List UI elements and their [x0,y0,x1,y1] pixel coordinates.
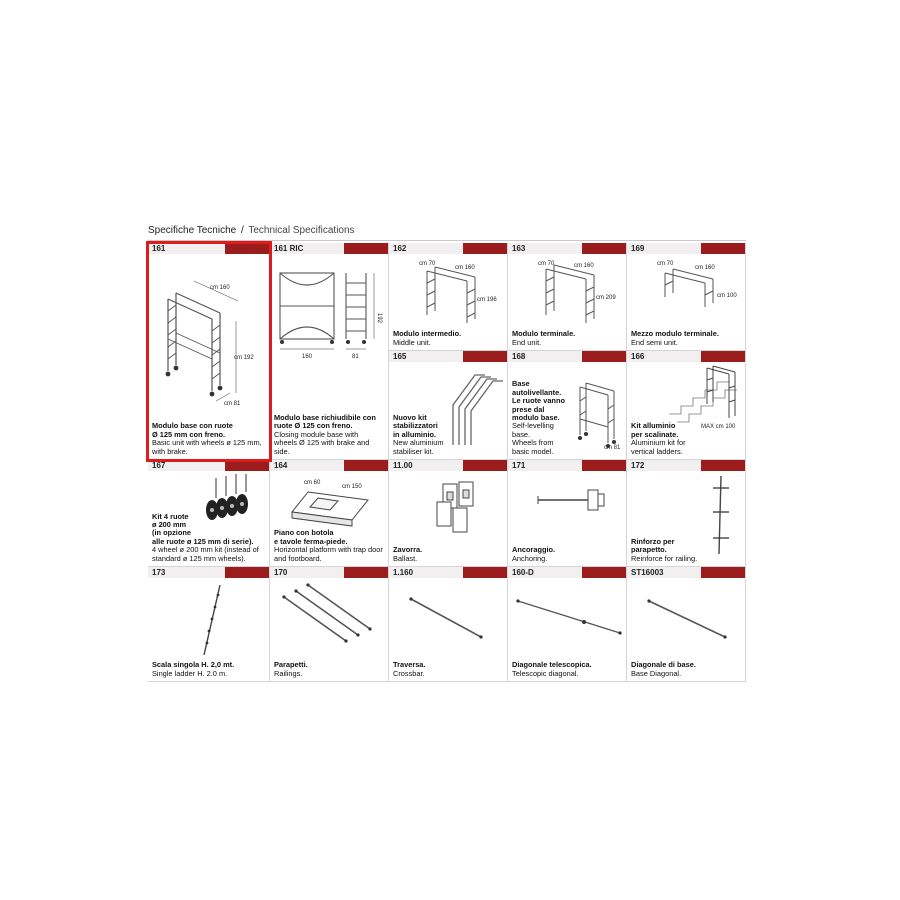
description-italian: Diagonale telescopica. [512,660,592,670]
product-code: 165 [393,352,407,361]
description-italian: Modulo base con ruote Ø 125 mm con freno. [152,421,233,439]
product-card-164[interactable] [270,460,389,567]
product-description [631,422,742,456]
title-separator: / [240,225,244,236]
product-card-11-00[interactable] [389,460,508,567]
description-english: End semi unit. [631,337,678,347]
ballast-illustration [433,478,483,538]
description-english: New aluminium stabiliser kit. [393,438,444,456]
product-description [512,380,574,456]
description-english: Aluminium kit for vertical ladders. [631,438,686,456]
dim-max-height: MAX cm 100 [701,424,736,430]
dim-depth: cm 70 [538,261,555,267]
dim-height: cm 192 [234,355,254,361]
title-english: Technical Specifications [248,225,355,236]
accent-bar [582,243,626,254]
accent-bar [701,351,745,362]
product-code: 168 [512,352,526,361]
product-code: 169 [631,244,645,253]
sheet-title [148,222,746,241]
product-description [393,330,504,347]
product-card-172[interactable] [627,460,746,567]
product-description [152,661,266,678]
description-english: Reinforce for railing. [631,553,698,563]
product-code: 164 [274,461,288,470]
basic-unit-illustration [154,259,266,409]
accent-bar [225,567,269,578]
end-semi-unit-illustration [655,257,743,317]
product-card-162[interactable] [389,243,508,351]
accent-bar [344,460,388,471]
product-code: 173 [152,568,166,577]
description-english: Middle unit. [393,337,431,347]
dim-width: 160 [302,354,313,360]
description-italian: Zavorra. [393,545,423,555]
description-italian: Rinforzo per parapetto. [631,536,675,555]
platform-illustration [278,474,384,528]
description-italian: Mezzo modulo terminale. [631,329,719,339]
description-italian: Diagonale di base. [631,660,696,670]
dim-height: 192 [376,313,382,324]
single-ladder-illustration [198,583,228,657]
product-description [393,661,504,678]
product-card-173[interactable] [148,567,270,682]
product-card-1-160[interactable] [389,567,508,682]
description-english: Anchoring. [512,553,548,563]
dim-height: cm 196 [477,297,497,303]
dim-length: cm 150 [342,484,362,490]
description-english: 4 wheel ø 200 mm kit (instead of standard ø 125 mm wheels). [152,545,259,563]
product-description [152,422,266,456]
description-english: Railings. [274,668,303,678]
accent-bar [701,243,745,254]
product-description [393,546,504,563]
product-description [274,529,385,563]
description-italian: Scala singola H. 2,0 mt. [152,660,235,670]
product-description [393,414,445,456]
closing-unit-illustration [274,259,386,379]
accent-bar [463,567,507,578]
self-levelling-base-illustration [574,379,626,451]
product-code: ST16003 [631,568,664,577]
base-diagonal-illustration [645,597,731,641]
dim-depth: 81 [352,354,359,360]
product-card-161[interactable] [148,243,270,460]
dim-depth: cm 70 [657,261,674,267]
product-description [631,538,742,563]
crossbar-illustration [407,595,487,641]
description-english: Basic unit with wheels ø 125 mm, with brake. [152,438,262,456]
description-italian: Modulo base richiudibile con ruote Ø 125 con freno. [274,412,376,431]
dim-depth: cm 60 [304,480,321,486]
dim-depth: cm 81 [604,445,621,451]
product-description [274,414,385,456]
product-code: 11.00 [393,461,413,470]
description-italian: Traversa. [393,660,426,670]
product-card-170[interactable] [270,567,389,682]
product-code: 161 RIC [274,244,304,253]
dim-width: cm 160 [210,285,230,291]
product-code: 167 [152,461,166,470]
product-description [512,546,623,563]
description-italian: Base autolivellante. Le ruote vanno prese dal modulo base. [512,379,565,422]
accent-bar [582,567,626,578]
accent-bar [701,567,745,578]
description-italian: Piano con botola e tavole ferma-piede. [274,528,348,546]
description-english: Self-levelling base. Wheels from basic model. [512,421,554,456]
stair-kit-illustration [667,364,745,430]
product-description [274,661,385,678]
product-code: 1.160 [393,568,414,577]
accent-bar [582,351,626,362]
accent-bar [463,351,507,362]
dim-depth: cm 70 [419,261,436,267]
product-card-169[interactable] [627,243,746,351]
description-italian: Modulo terminale. [512,329,576,339]
accent-bar [225,243,269,254]
description-english: Crossbar. [393,668,425,678]
product-card-163[interactable] [508,243,627,351]
product-code: 160-D [512,568,534,577]
anchoring-illustration [536,486,608,516]
description-italian: Ancoraggio. [512,545,556,555]
description-italian: Parapetti. [274,660,308,670]
middle-unit-illustration [419,257,505,327]
product-card-166[interactable] [627,351,746,460]
dim-width: cm 160 [574,263,594,269]
stabiliser-kit-illustration [445,365,505,449]
product-card-165[interactable] [389,351,508,460]
description-english: Closing module base with wheels Ø 125 with brake and side. [274,429,370,456]
description-english: Telescopic diagonal. [512,668,579,678]
product-code: 166 [631,352,645,361]
product-description [512,661,623,678]
description-italian: Modulo intermedio. [393,329,462,339]
end-unit-illustration [538,257,624,327]
description-italian: Kit 4 ruote ø 200 mm (in opzione alle ruote ø 125 mm di serie). [152,511,254,546]
product-card-160-d[interactable] [508,567,627,682]
product-card-st16003[interactable] [627,567,746,682]
product-code: 172 [631,461,645,470]
telescopic-diagonal-illustration [514,597,624,637]
product-description [631,661,742,678]
railings-illustration [278,583,382,653]
accent-bar [463,460,507,471]
accent-bar [463,243,507,254]
spec-sheet [148,222,746,682]
product-code: 162 [393,244,407,253]
dim-width: cm 160 [455,265,475,271]
accent-bar [582,460,626,471]
dim-height: cm 100 [717,293,737,299]
product-description [152,513,266,563]
accent-bar [344,243,388,254]
title-italian: Specifiche Tecniche [148,225,237,236]
product-code: 161 [152,244,166,253]
accent-bar [344,567,388,578]
dim-depth: cm 81 [224,401,241,407]
accent-bar [701,460,745,471]
description-english: End unit. [512,337,542,347]
description-italian: Kit alluminio per scalinate. [631,421,679,439]
product-card-167[interactable] [148,460,270,567]
product-code: 163 [512,244,526,253]
product-code: 170 [274,568,288,577]
description-italian: Nuovo kit stabilizzatori in alluminio. [393,412,438,439]
description-english: Ballast. [393,553,418,563]
product-card-168[interactable] [508,351,627,460]
product-description [512,330,623,347]
product-card-161-ric[interactable] [270,243,389,460]
description-english: Horizontal platform with trap door and footboard. [274,545,383,563]
product-code: 171 [512,461,526,470]
dim-height: cm 209 [596,295,616,301]
product-card-171[interactable] [508,460,627,567]
description-english: Base Diagonal. [631,668,682,678]
description-english: Single ladder H. 2.0 m. [152,668,228,678]
dim-width: cm 160 [695,265,715,271]
product-description [631,330,742,347]
accent-bar [225,460,269,471]
